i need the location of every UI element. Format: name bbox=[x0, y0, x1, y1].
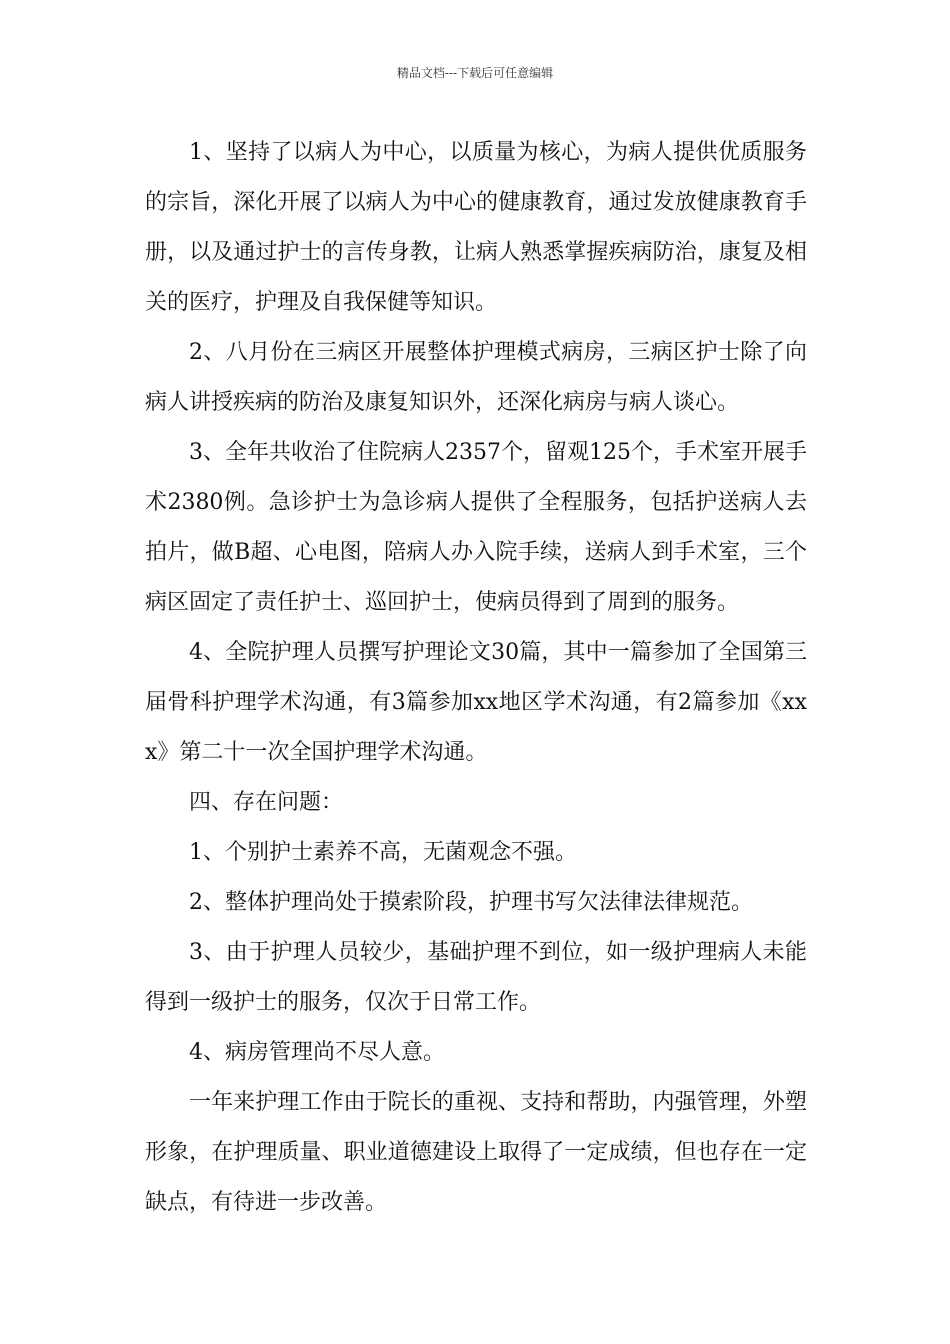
page-header: 精品文档---下载后可任意编辑 bbox=[396, 66, 554, 80]
paragraph-achievement-4: 4、全院护理人员撰写护理论文30篇，其中一篇参加了全国第三届骨科护理学术沟通，有3篇参加xx地区学术沟通，有2篇参加《xxx》第二十一次全国护理学术沟通。 bbox=[145, 640, 807, 765]
document-body bbox=[145, 128, 807, 1228]
paragraph-problem-4: 4、病房管理尚不尽人意。 bbox=[189, 1040, 445, 1065]
paragraph-problem-3: 3、由于护理人员较少，基础护理不到位，如一级护理病人未能得到一级护士的服务，仅次于日常工作。 bbox=[145, 940, 807, 1015]
paragraph-problem-1: 1、个别护士素养不高，无菌观念不强。 bbox=[189, 840, 577, 865]
paragraph-achievement-2: 2、八月份在三病区开展整体护理模式病房，三病区护士除了向病人讲授疾病的防治及康复知识外，还深化病房与病人谈心。 bbox=[145, 340, 807, 415]
paragraph-conclusion: 一年来护理工作由于院长的重视、支持和帮助，内强管理，外塑形象，在护理质量、职业道德建设上取得了一定成绩，但也存在一定缺点，有待进一步改善。 bbox=[145, 1090, 807, 1215]
paragraph-problem-2: 2、整体护理尚处于摸索阶段，护理书写欠法律法律规范。 bbox=[189, 890, 753, 915]
paragraph-achievement-1: 1、坚持了以病人为中心，以质量为核心，为病人提供优质服务的宗旨，深化开展了以病人为中心的健康教育，通过发放健康教育手册，以及通过护士的言传身教，让病人熟悉掌握疾病防治，康复及相关的医疗，护理及自我保健等知识。 bbox=[145, 140, 807, 315]
paragraph-achievement-3: 3、全年共收治了住院病人2357个，留观125个，手术室开展手术2380例。急诊护士为急诊病人提供了全程服务，包括护送病人去拍片，做B超、心电图，陪病人办入院手续，送病人到手术室，三个病区固定了责任护士、巡回护士，使病员得到了周到的服务。 bbox=[145, 440, 807, 615]
section-heading-problems: 四、存在问题： bbox=[189, 790, 344, 815]
